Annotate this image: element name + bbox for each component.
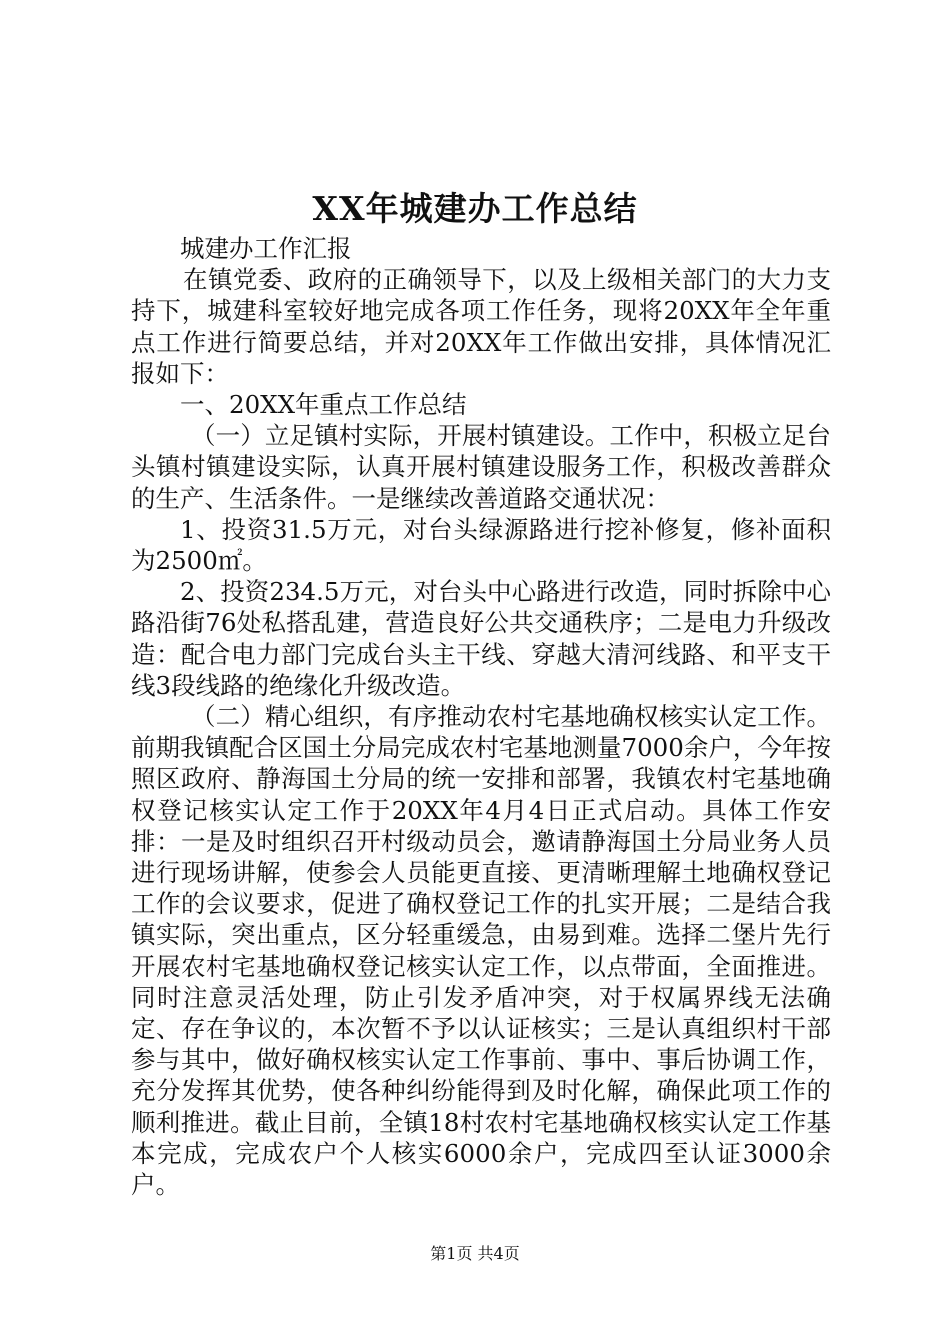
paragraph-point-1: 1、投资31.5万元，对台头绿源路进行挖补修复，修补面积为2500㎡。 [131,514,831,576]
paragraph-section-one: 一、20XX年重点工作总结 [180,390,467,420]
paragraph-point-2: 2、投资234.5万元，对台头中心路进行改造，同时拆除中心路沿街76处私搭乱建，营造良好公共交通秩序；二是电力升级改造：配合电力部门完成台头主干线、穿越大清河线路、和平支干线3段线路的绝缘化升级改造。 [131,577,831,700]
paragraph-item-two: （二）精心组织，有序推动农村宅基地确权核实认定工作。前期我镇配合区国土分局完成农村宅基地测量7000余户，今年按照区政府、静海国土分局的统一安排和部署，我镇农村宅基地确权登记核实认定工作于20XX年4月4日正式启动。具体工作安排：一是及时组织召开村级动员会，邀请静海国土分局业务人员进行现场讲解，使参会人员能更直接、更清晰理解土地确权登记工作的会议要求，促进了确权登记工作的扎实开展；二是结合我镇实际，突出重点，区分轻重缓急，由易到难。选择二堡片先行开展农村宅基地确权登记核实认定工作，以点带面，全面推进。同时注意灵活处理，防止引发矛盾冲突，对于权属界线无法确定、存在争议的，本次暂不予以认证核实；三是认真组织村干部参与其中，做好确权核实认定工作事前、事中、事后协调工作，充分发挥其优势，使各种纠纷能得到及时化解，确保此项工作的顺利推进。截止目前，全镇18村农村宅基地确权核实认定工作基本完成，完成农户个人核实6000余户，完成四至认证3000余户。 [131,702,831,1200]
paragraph-item-one: （一）立足镇村实际，开展村镇建设。工作中，积极立足台头镇村镇建设实际，认真开展村镇建设服务工作，积极改善群众的生产、生活条件。一是继续改善道路交通状况： [131,421,831,513]
paragraph-intro: 在镇党委、政府的正确领导下，以及上级相关部门的大力支持下，城建科室较好地完成各项工作任务，现将20XX年全年重点工作进行简要总结，并对20XX年工作做出安排，具体情况汇报如下： [131,265,831,388]
paragraph-heading-report: 城建办工作汇报 [180,234,352,263]
page-number-footer: 第1页 共4页 [430,1244,520,1263]
document-title: XX年城建办工作总结 [312,189,638,228]
document-body [131,233,831,1200]
